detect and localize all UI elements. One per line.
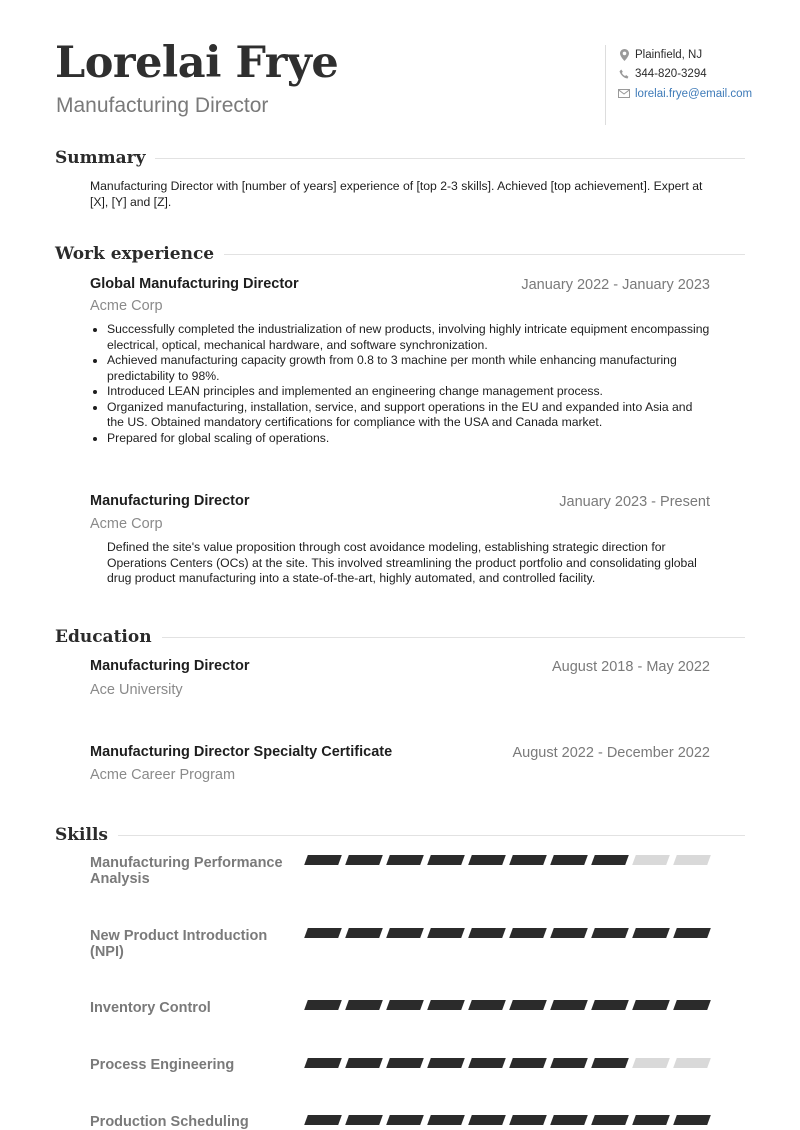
skill-segment-filled	[550, 1000, 588, 1010]
summary-section-header	[55, 148, 745, 168]
skill-segment-empty	[673, 1058, 711, 1068]
candidate-name: Lorelai Frye	[55, 38, 339, 88]
skills-section-header	[55, 825, 745, 845]
skill-segment-empty	[673, 855, 711, 865]
education-title: Manufacturing Director	[90, 658, 250, 674]
skill-segment-filled	[304, 1000, 342, 1010]
skill-segment-filled	[591, 928, 629, 938]
skill-segment-filled	[386, 928, 424, 938]
skill-level-bar	[306, 855, 716, 865]
phone-text: 344-820-3294	[635, 68, 707, 81]
skill-name: Production Scheduling	[90, 1114, 249, 1130]
education-dates: August 2018 - May 2022	[552, 659, 710, 675]
skill-segment-filled	[509, 928, 547, 938]
skill-segment-empty	[632, 1058, 670, 1068]
skill-name: New Product Introduction (NPI)	[90, 928, 268, 960]
skill-segment-filled	[550, 1058, 588, 1068]
skill-segment-filled	[509, 1115, 547, 1125]
job-bullet: • Achieved manufacturing capacity growth from 0.8 to 3 machine per month while enhancing manufacturing predictability to 98%.	[107, 353, 710, 384]
skill-segment-filled	[673, 928, 711, 938]
skill-segment-filled	[386, 855, 424, 865]
skill-segment-filled	[673, 1115, 711, 1125]
education-title: Manufacturing Director Specialty Certificate	[90, 744, 393, 760]
job-dates: January 2022 - January 2023	[521, 277, 710, 293]
education-section-header	[55, 627, 745, 647]
skill-segment-filled	[427, 1115, 465, 1125]
skill-segment-filled	[468, 1115, 506, 1125]
skill-segment-filled	[591, 1000, 629, 1010]
contact-email[interactable]	[615, 84, 752, 104]
skill-name: Inventory Control	[90, 1000, 211, 1016]
location-pin-icon	[615, 49, 633, 61]
skill-segment-filled	[345, 1115, 383, 1125]
skill-segment-filled	[509, 1058, 547, 1068]
skill-segment-filled	[509, 855, 547, 865]
skill-segment-empty	[632, 855, 670, 865]
job-company: Acme Corp	[90, 516, 163, 532]
skill-segment-filled	[345, 928, 383, 938]
skill-segment-filled	[304, 1058, 342, 1068]
skill-segment-filled	[345, 1058, 383, 1068]
skill-segment-filled	[386, 1115, 424, 1125]
skill-segment-filled	[591, 1058, 629, 1068]
skill-segment-filled	[468, 1000, 506, 1010]
contact-phone	[615, 65, 752, 85]
skill-segment-filled	[468, 855, 506, 865]
section-divider	[118, 835, 745, 836]
skill-segment-filled	[427, 1000, 465, 1010]
section-divider	[155, 158, 745, 159]
skill-segment-filled	[427, 1058, 465, 1068]
skill-segment-filled	[591, 855, 629, 865]
skill-level-bar	[306, 1115, 716, 1125]
skill-segment-filled	[304, 1115, 342, 1125]
skill-segment-filled	[509, 1000, 547, 1010]
summary-text: Manufacturing Director with [number of years] experience of [top 2-3 skills]. Achieved [top achievement]. Expert at [X], [Y] and [Z].	[90, 179, 703, 209]
skill-segment-filled	[632, 1000, 670, 1010]
skill-segment-filled	[468, 1058, 506, 1068]
job-bullet: • Organized manufacturing, installation, service, and support operations in the EU and expanded into Asia and the US. Obtained mandatory certifications for compliance with the USA and Canada market.	[107, 400, 710, 431]
skill-segment-filled	[673, 1000, 711, 1010]
skill-segment-filled	[632, 1115, 670, 1125]
work-heading: Work experience	[55, 244, 215, 264]
skill-name: Manufacturing Performance Analysis	[90, 855, 283, 887]
location-text: Plainfield, NJ	[635, 48, 703, 61]
section-divider	[224, 254, 745, 255]
phone-icon	[615, 69, 633, 80]
summary-heading: Summary	[55, 148, 146, 168]
skill-segment-filled	[386, 1000, 424, 1010]
job-bullet: • Successfully completed the industrialization of new products, involving highly intricate equipment encompassing electrical, optical, mechanical hardware, and software synchronization.	[107, 322, 710, 353]
skill-segment-filled	[427, 855, 465, 865]
job-dates: January 2023 - Present	[559, 494, 710, 510]
skill-segment-filled	[386, 1058, 424, 1068]
education-heading: Education	[55, 627, 152, 647]
job-company: Acme Corp	[90, 298, 163, 314]
skill-level-bar	[306, 1000, 716, 1010]
education-dates: August 2022 - December 2022	[512, 745, 710, 761]
contact-location	[615, 45, 752, 65]
section-divider	[162, 637, 745, 638]
email-icon	[615, 89, 633, 98]
contact-info	[605, 45, 752, 125]
skill-name: Process Engineering	[90, 1057, 235, 1073]
email-link[interactable]: lorelai.frye@email.com	[635, 87, 753, 100]
skill-segment-filled	[591, 1115, 629, 1125]
job-title: Global Manufacturing Director	[90, 276, 299, 292]
skill-segment-filled	[345, 1000, 383, 1010]
job-title: Manufacturing Director	[90, 493, 250, 509]
work-section-header	[55, 244, 745, 264]
education-school: Ace University	[90, 682, 183, 698]
skill-segment-filled	[304, 928, 342, 938]
candidate-role: Manufacturing Director	[56, 94, 269, 117]
job-description: Defined the site's value proposition through cost avoidance modeling, establishing strategic direction for Operations Centers (OCs) at the site. This involved streamlining the product portfolio and consolidating global drug product manufacturing into a state-of-the-art, highly automated, and controlled facility.	[107, 540, 697, 585]
skill-segment-filled	[550, 928, 588, 938]
skill-level-bar	[306, 1058, 716, 1068]
education-school: Acme Career Program	[90, 767, 236, 783]
skill-segment-filled	[550, 1115, 588, 1125]
skill-segment-filled	[304, 855, 342, 865]
skill-segment-filled	[468, 928, 506, 938]
job-bullet: • Prepared for global scaling of operations.	[107, 431, 710, 447]
job-bullet: • Introduced LEAN principles and implemented an engineering change management process.	[107, 384, 710, 400]
skill-segment-filled	[632, 928, 670, 938]
skill-level-bar	[306, 928, 716, 938]
skill-segment-filled	[550, 855, 588, 865]
skills-heading: Skills	[55, 825, 109, 845]
job-bullet-list	[90, 322, 710, 446]
skill-segment-filled	[427, 928, 465, 938]
skill-segment-filled	[345, 855, 383, 865]
